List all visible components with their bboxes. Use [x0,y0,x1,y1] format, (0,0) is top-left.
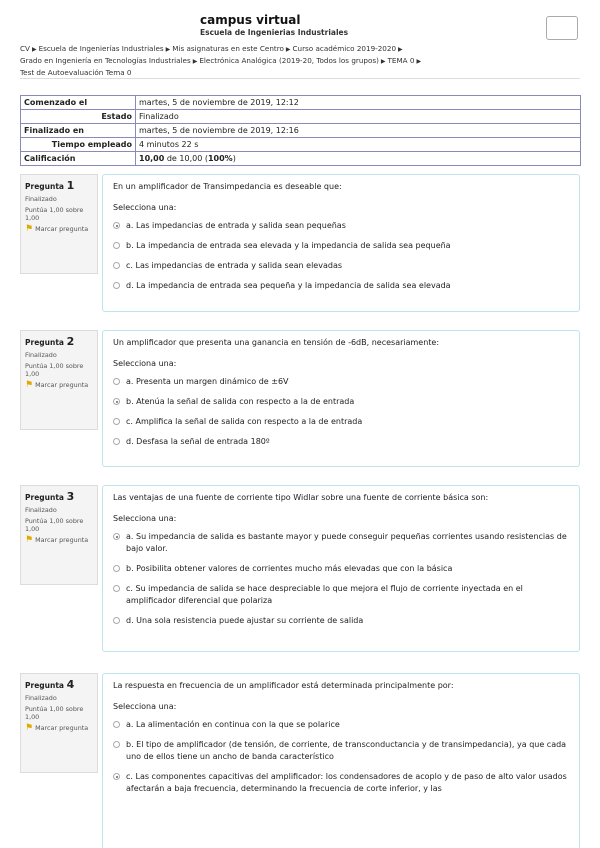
question-content [102,330,580,467]
question-label: Pregunta [25,681,64,690]
started-label: Comenzado el [21,96,136,110]
question-number-value: 2 [66,335,75,348]
option-label[interactable]: b. Atenúa la señal de salida con respecto a la de entrada [126,397,355,406]
question-number [25,179,93,192]
breadcrumb-item[interactable]: Escuela de Ingenierías Industriales [38,44,164,53]
table-row [21,96,581,110]
question-state: Finalizado [25,195,57,203]
question-label: Pregunta [25,338,64,347]
question-number-value: 4 [66,678,75,691]
question-score: Puntúa 1,00 sobre 1,00 [25,705,84,721]
finished-label: Finalizado en [21,124,136,138]
question-state: Finalizado [25,694,57,702]
breadcrumb-item[interactable]: TEMA 0 [387,56,415,65]
question-number-value: 1 [66,179,75,192]
breadcrumb-separator-icon: ▶ [285,46,291,53]
site-subtitle: Escuela de Ingenierias Industriales [200,28,349,37]
question-score: Puntúa 1,00 sobre 1,00 [25,362,84,378]
table-row [21,138,581,152]
answer-option[interactable] [113,240,569,252]
flag-question-link[interactable] [25,225,93,233]
attempt-summary-table [20,95,581,166]
question-number [25,678,93,691]
breadcrumb-item[interactable]: Grado en Ingeniería en Tecnologías Industriales [20,56,191,65]
question-content [102,174,580,312]
flag-question-link[interactable] [25,381,93,389]
answer-option[interactable] [113,280,569,292]
option-label[interactable]: b. El tipo de amplificador (de tensión, de corriente, de transconductancia y de transimpedancia), ya que cada uno de ellos tiene un ancho de banda característico [126,740,567,761]
started-value: martes, 5 de noviembre de 2019, 12:12 [136,96,581,110]
flag-icon: ⚑ [25,535,34,545]
menu-button[interactable] [546,16,578,40]
question-info [20,485,98,585]
flag-icon: ⚑ [25,224,34,234]
state-label: Estado [21,110,136,124]
breadcrumb-separator-icon: ▶ [31,46,37,53]
question-content [102,673,580,848]
question-text: Las ventajas de una fuente de corriente tipo Widlar sobre una fuente de corriente básica son: [113,493,489,502]
radio-button[interactable] [113,741,120,748]
radio-button[interactable] [113,585,120,592]
answer-option[interactable] [113,615,569,627]
breadcrumb-separator-icon: ▶ [398,46,403,53]
grade-value [136,152,581,166]
site-header [200,13,348,37]
radio-button[interactable] [113,418,120,425]
option-label[interactable]: b. La impedancia de entrada sea elevada y la impedancia de salida sea pequeña [126,241,451,250]
question-label: Pregunta [25,182,64,191]
answer-option[interactable] [113,416,569,428]
time-label: Tiempo empleado [21,138,136,152]
option-label[interactable]: a. Su impedancia de salida es bastante mayor y puede conseguir pequeñas corrientes usando resistencias de bajo valor. [126,532,567,553]
select-prompt: Selecciona una: [113,359,177,368]
table-row [21,110,581,124]
grade-percent: 100% [207,154,233,163]
select-prompt: Selecciona una: [113,702,177,711]
option-label[interactable]: a. La alimentación en continua con la que se polarice [126,720,340,729]
flag-label: Marcar pregunta [35,724,89,732]
grade-rest: de 10,00 ( [164,154,208,163]
flag-icon: ⚑ [25,723,34,733]
question-info [20,673,98,773]
breadcrumb-separator-icon: ▶ [416,58,422,65]
flag-label: Marcar pregunta [35,536,89,544]
breadcrumb-item[interactable]: Mis asignaturas en este Centro [172,44,284,53]
flag-label: Marcar pregunta [35,225,89,233]
answer-option[interactable] [113,739,569,763]
question-number-value: 3 [66,490,75,503]
state-value: Finalizado [136,110,581,124]
option-label[interactable]: a. Las impedancias de entrada y salida sean pequeñas [126,221,346,230]
time-value: 4 minutos 22 s [136,138,581,152]
answer-option[interactable] [113,436,569,448]
option-label[interactable]: d. La impedancia de entrada sea pequeña y la impedancia de salida sea elevada [126,281,451,290]
breadcrumb-separator-icon: ▶ [380,58,386,65]
option-label[interactable]: c. Las componentes capacitivas del amplificador: los condensadores de acoplo y de paso de alto valor usados afectarán a baja frecuencia, determinando la frecuencia de corte inferior, y las [126,772,567,793]
question-score: Puntúa 1,00 sobre 1,00 [25,517,84,533]
option-label[interactable]: d. Una sola resistencia puede ajustar su corriente de salida [126,616,364,625]
question-text: Un amplificador que presenta una ganancia en tensión de -6dB, necesariamente: [113,338,440,347]
question-number [25,335,93,348]
option-label[interactable]: b. Posibilita obtener valores de corrientes mucho más elevadas que con la básica [126,564,453,573]
answer-option[interactable] [113,396,569,408]
grade-close: ) [232,154,236,163]
select-prompt: Selecciona una: [113,203,177,212]
breadcrumb-separator-icon: ▶ [165,46,171,53]
flag-label: Marcar pregunta [35,381,89,389]
radio-button[interactable] [113,533,120,540]
answer-option[interactable] [113,771,569,795]
radio-button[interactable] [113,222,120,229]
answer-option[interactable] [113,531,569,555]
answer-option[interactable] [113,719,569,731]
table-row [21,124,581,138]
flag-question-link[interactable] [25,536,93,544]
radio-button[interactable] [113,242,120,249]
question-score: Puntúa 1,00 sobre 1,00 [25,206,84,222]
question-info [20,330,98,430]
grade-label: Calificación [21,152,136,166]
radio-button[interactable] [113,398,120,405]
grade-score: 10,00 [139,154,165,163]
option-label[interactable]: d. Desfasa la señal de entrada 180º [126,437,270,446]
question-content [102,485,580,652]
breadcrumb-item[interactable]: Electrónica Analógica (2019-20, Todos los grupos) [199,56,379,65]
answer-option[interactable] [113,376,569,388]
radio-button[interactable] [113,378,120,385]
select-prompt: Selecciona una: [113,514,177,523]
answer-option[interactable] [113,583,569,607]
answer-option[interactable] [113,563,569,575]
radio-button[interactable] [113,262,120,269]
table-row [21,152,581,166]
question-info [20,174,98,274]
breadcrumb-item[interactable]: Curso académico 2019-2020 [292,44,397,53]
breadcrumb [20,43,580,78]
answer-option[interactable] [113,220,569,232]
radio-button[interactable] [113,282,120,289]
question-state: Finalizado [25,351,57,359]
option-label[interactable]: c. Amplifica la señal de salida con respecto a la de entrada [126,417,363,426]
radio-button[interactable] [113,617,120,624]
radio-button[interactable] [113,565,120,572]
option-label[interactable]: a. Presenta un margen dinámico de ±6V [126,377,289,386]
breadcrumb-separator-icon: ▶ [192,58,198,65]
radio-button[interactable] [113,721,120,728]
breadcrumb-item[interactable]: CV [20,44,30,53]
breadcrumb-item: Test de Autoevaluación Tema 0 [20,68,132,77]
option-label[interactable]: c. Su impedancia de salida se hace despreciable lo que mejora el flujo de corriente inyectada en el amplificador diferencial que polariza [126,584,523,605]
option-label[interactable]: c. Las impedancias de entrada y salida sean elevadas [126,261,343,270]
question-text: La respuesta en frecuencia de un amplificador está determinada principalmente por: [113,681,454,690]
flag-question-link[interactable] [25,724,93,732]
flag-icon: ⚑ [25,380,34,390]
site-title[interactable]: campus virtual [200,13,301,27]
question-label: Pregunta [25,493,64,502]
radio-button[interactable] [113,773,120,780]
radio-button[interactable] [113,438,120,445]
answer-option[interactable] [113,260,569,272]
question-text: En un amplificador de Transimpedancia es deseable que: [113,182,342,191]
finished-value: martes, 5 de noviembre de 2019, 12:16 [136,124,581,138]
divider [20,78,580,79]
question-number [25,490,93,503]
question-state: Finalizado [25,506,57,514]
